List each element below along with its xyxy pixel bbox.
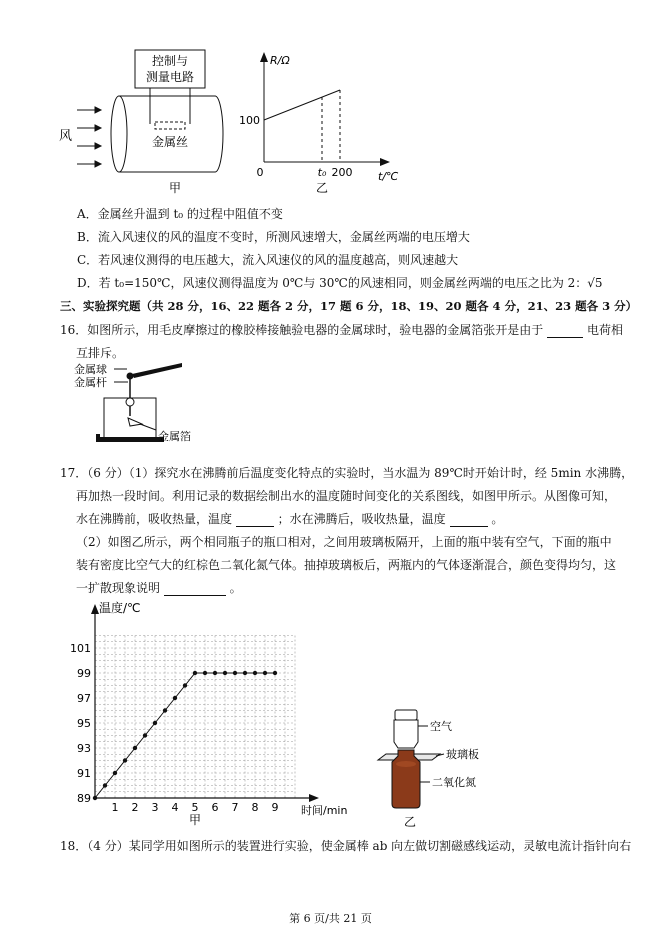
- data-point: [93, 796, 97, 800]
- t0-label: t₀: [317, 166, 327, 179]
- y-tick-label: 95: [77, 717, 91, 730]
- y-tick-label: 91: [77, 767, 91, 780]
- x-tick-label: 7: [231, 801, 239, 814]
- axis-x-label: t/℃: [378, 170, 399, 183]
- q17-text-d: 一扩散现象说明: [76, 581, 161, 595]
- data-point: [193, 671, 197, 675]
- option-d[interactable]: D．若 t₀=150℃，风速仪测得温度为 0℃与 30℃的风速相同，则金属丝两端的电压之比为 2：√5: [77, 276, 603, 290]
- x-tick-label: 6: [211, 801, 219, 814]
- wind-speed-diagram: [55, 48, 245, 198]
- data-point: [223, 671, 227, 675]
- y-tick-label: 89: [77, 792, 91, 805]
- q18-line1: 18．（4 分）某同学用如图所示的装置进行实验，使金属棒 ab 向左做切割磁感线运动，灵敏电流计指针向右: [60, 839, 632, 853]
- caption-left: 甲: [168, 181, 182, 195]
- q17-text-a: 水在沸腾前，吸收热量，温度: [76, 512, 233, 526]
- data-point: [103, 783, 107, 787]
- box-line2: 测量电路: [145, 70, 195, 84]
- option-b[interactable]: B．流入风速仪的风的温度不变时，所测风速增大，金属丝两端的电压增大: [77, 230, 470, 244]
- option-a[interactable]: A．金属丝升温到 t₀ 的过程中阻值不变: [77, 207, 283, 221]
- data-point: [153, 721, 157, 725]
- data-point: [203, 671, 207, 675]
- y-axis-arrow: [91, 604, 99, 614]
- origin-label: 0: [256, 166, 264, 179]
- q16-line2: 互排斥。: [76, 346, 125, 360]
- electroscope-figure: [70, 360, 210, 452]
- wire-label: 金属丝: [151, 135, 189, 149]
- x-axis-arrow: [309, 794, 319, 802]
- chart-caption: 甲: [188, 813, 202, 827]
- label-air: 空气: [430, 720, 452, 733]
- data-point: [183, 683, 187, 687]
- data-point: [133, 746, 137, 750]
- q17-text-c: 。: [491, 512, 504, 526]
- y-tick-label: 101: [70, 642, 91, 655]
- temperature-time-chart: [60, 600, 380, 832]
- q17-line3: [76, 511, 503, 527]
- data-point: [213, 671, 217, 675]
- x-tick-label: 5: [191, 801, 199, 814]
- label-metal-foil: 金属箔: [158, 430, 191, 443]
- q17-blank-1[interactable]: [236, 513, 274, 527]
- label-metal-ball: 金属球: [74, 363, 107, 376]
- q16-text-a: 16．如图所示，用毛皮摩擦过的橡胶棒接触验电器的金属球时，验电器的金属箔张开是由于: [60, 323, 544, 337]
- wind-label: 风: [59, 129, 73, 144]
- x-tick-label: 9: [271, 801, 279, 814]
- data-point: [253, 671, 257, 675]
- resistance-temperature-graph: [236, 50, 399, 198]
- data-point: [233, 671, 237, 675]
- q17-blank-3[interactable]: [164, 582, 226, 596]
- q17-text-e: 。: [229, 581, 242, 595]
- option-c[interactable]: C．若风速仪测得的电压越大，流入风速仪的风的温度越高，则风速越大: [77, 253, 459, 267]
- q17-blank-2[interactable]: [450, 513, 488, 527]
- diffusion-bottles-figure: [372, 704, 492, 830]
- x-tick-label: 8: [251, 801, 259, 814]
- x-tick-label: 2: [131, 801, 139, 814]
- data-point: [123, 758, 127, 762]
- data-point: [113, 771, 117, 775]
- axis-y-label: R/Ω: [270, 54, 290, 67]
- data-point: [143, 733, 147, 737]
- data-point: [273, 671, 277, 675]
- section-heading: 三、实验探究题（共 28 分，16、22 题各 2 分，17 题 6 分，18、19、20 题各 4 分，21、23 题各 3 分）: [60, 299, 638, 313]
- q16-text-b: 电荷相: [586, 323, 623, 337]
- value-200: 200: [331, 166, 353, 179]
- data-point: [163, 708, 167, 712]
- label-metal-rod: 金属杆: [74, 376, 107, 389]
- x-tick-label: 3: [151, 801, 159, 814]
- x-tick-label: 1: [111, 801, 119, 814]
- data-point: [173, 696, 177, 700]
- y-axis-label: 温度/℃: [99, 601, 141, 615]
- caption-right: 乙: [315, 181, 329, 195]
- wind-arrows: [77, 107, 101, 167]
- label-glass-plate: 玻璃板: [446, 748, 479, 761]
- caption-b: 乙: [403, 815, 417, 829]
- q17-line6: [76, 580, 242, 596]
- q17-line1: 17．（6 分）（1）探究水在沸腾前后温度变化特点的实验时，当水温为 89℃时开始计时，经 5min 水沸腾，: [60, 466, 634, 480]
- q17-line5: 装有密度比空气大的红棕色二氧化氮气体。抽掉玻璃板后，两瓶内的气体逐渐混合，颜色变得均匀，这: [76, 558, 617, 572]
- x-tick-label: 4: [171, 801, 179, 814]
- x-axis-label: 时间/min: [301, 804, 348, 817]
- y-tick-label: 93: [77, 742, 91, 755]
- y-tick-label: 99: [77, 667, 91, 680]
- q16-blank[interactable]: [547, 324, 583, 338]
- y-tick-label: 97: [77, 692, 91, 705]
- data-point: [263, 671, 267, 675]
- value-100: 100: [239, 114, 260, 127]
- q17-line2: 再加热一段时间。利用记录的数据绘制出水的温度随时间变化的关系图线，如图甲所示。从图像可知，: [76, 489, 617, 503]
- data-point: [243, 671, 247, 675]
- box-line1: 控制与: [151, 54, 189, 68]
- q17-line4: （2）如图乙所示，两个相同瓶子的瓶口相对，之间用玻璃板隔开，上面的瓶中装有空气，下面的瓶中: [76, 535, 612, 549]
- q16-line1: [60, 322, 623, 338]
- page-footer: 第 6 页/共 21 页: [289, 912, 372, 925]
- q17-text-b: ；水在沸腾后，吸收热量，温度: [277, 512, 446, 526]
- label-no2: 二氧化氮: [432, 776, 476, 789]
